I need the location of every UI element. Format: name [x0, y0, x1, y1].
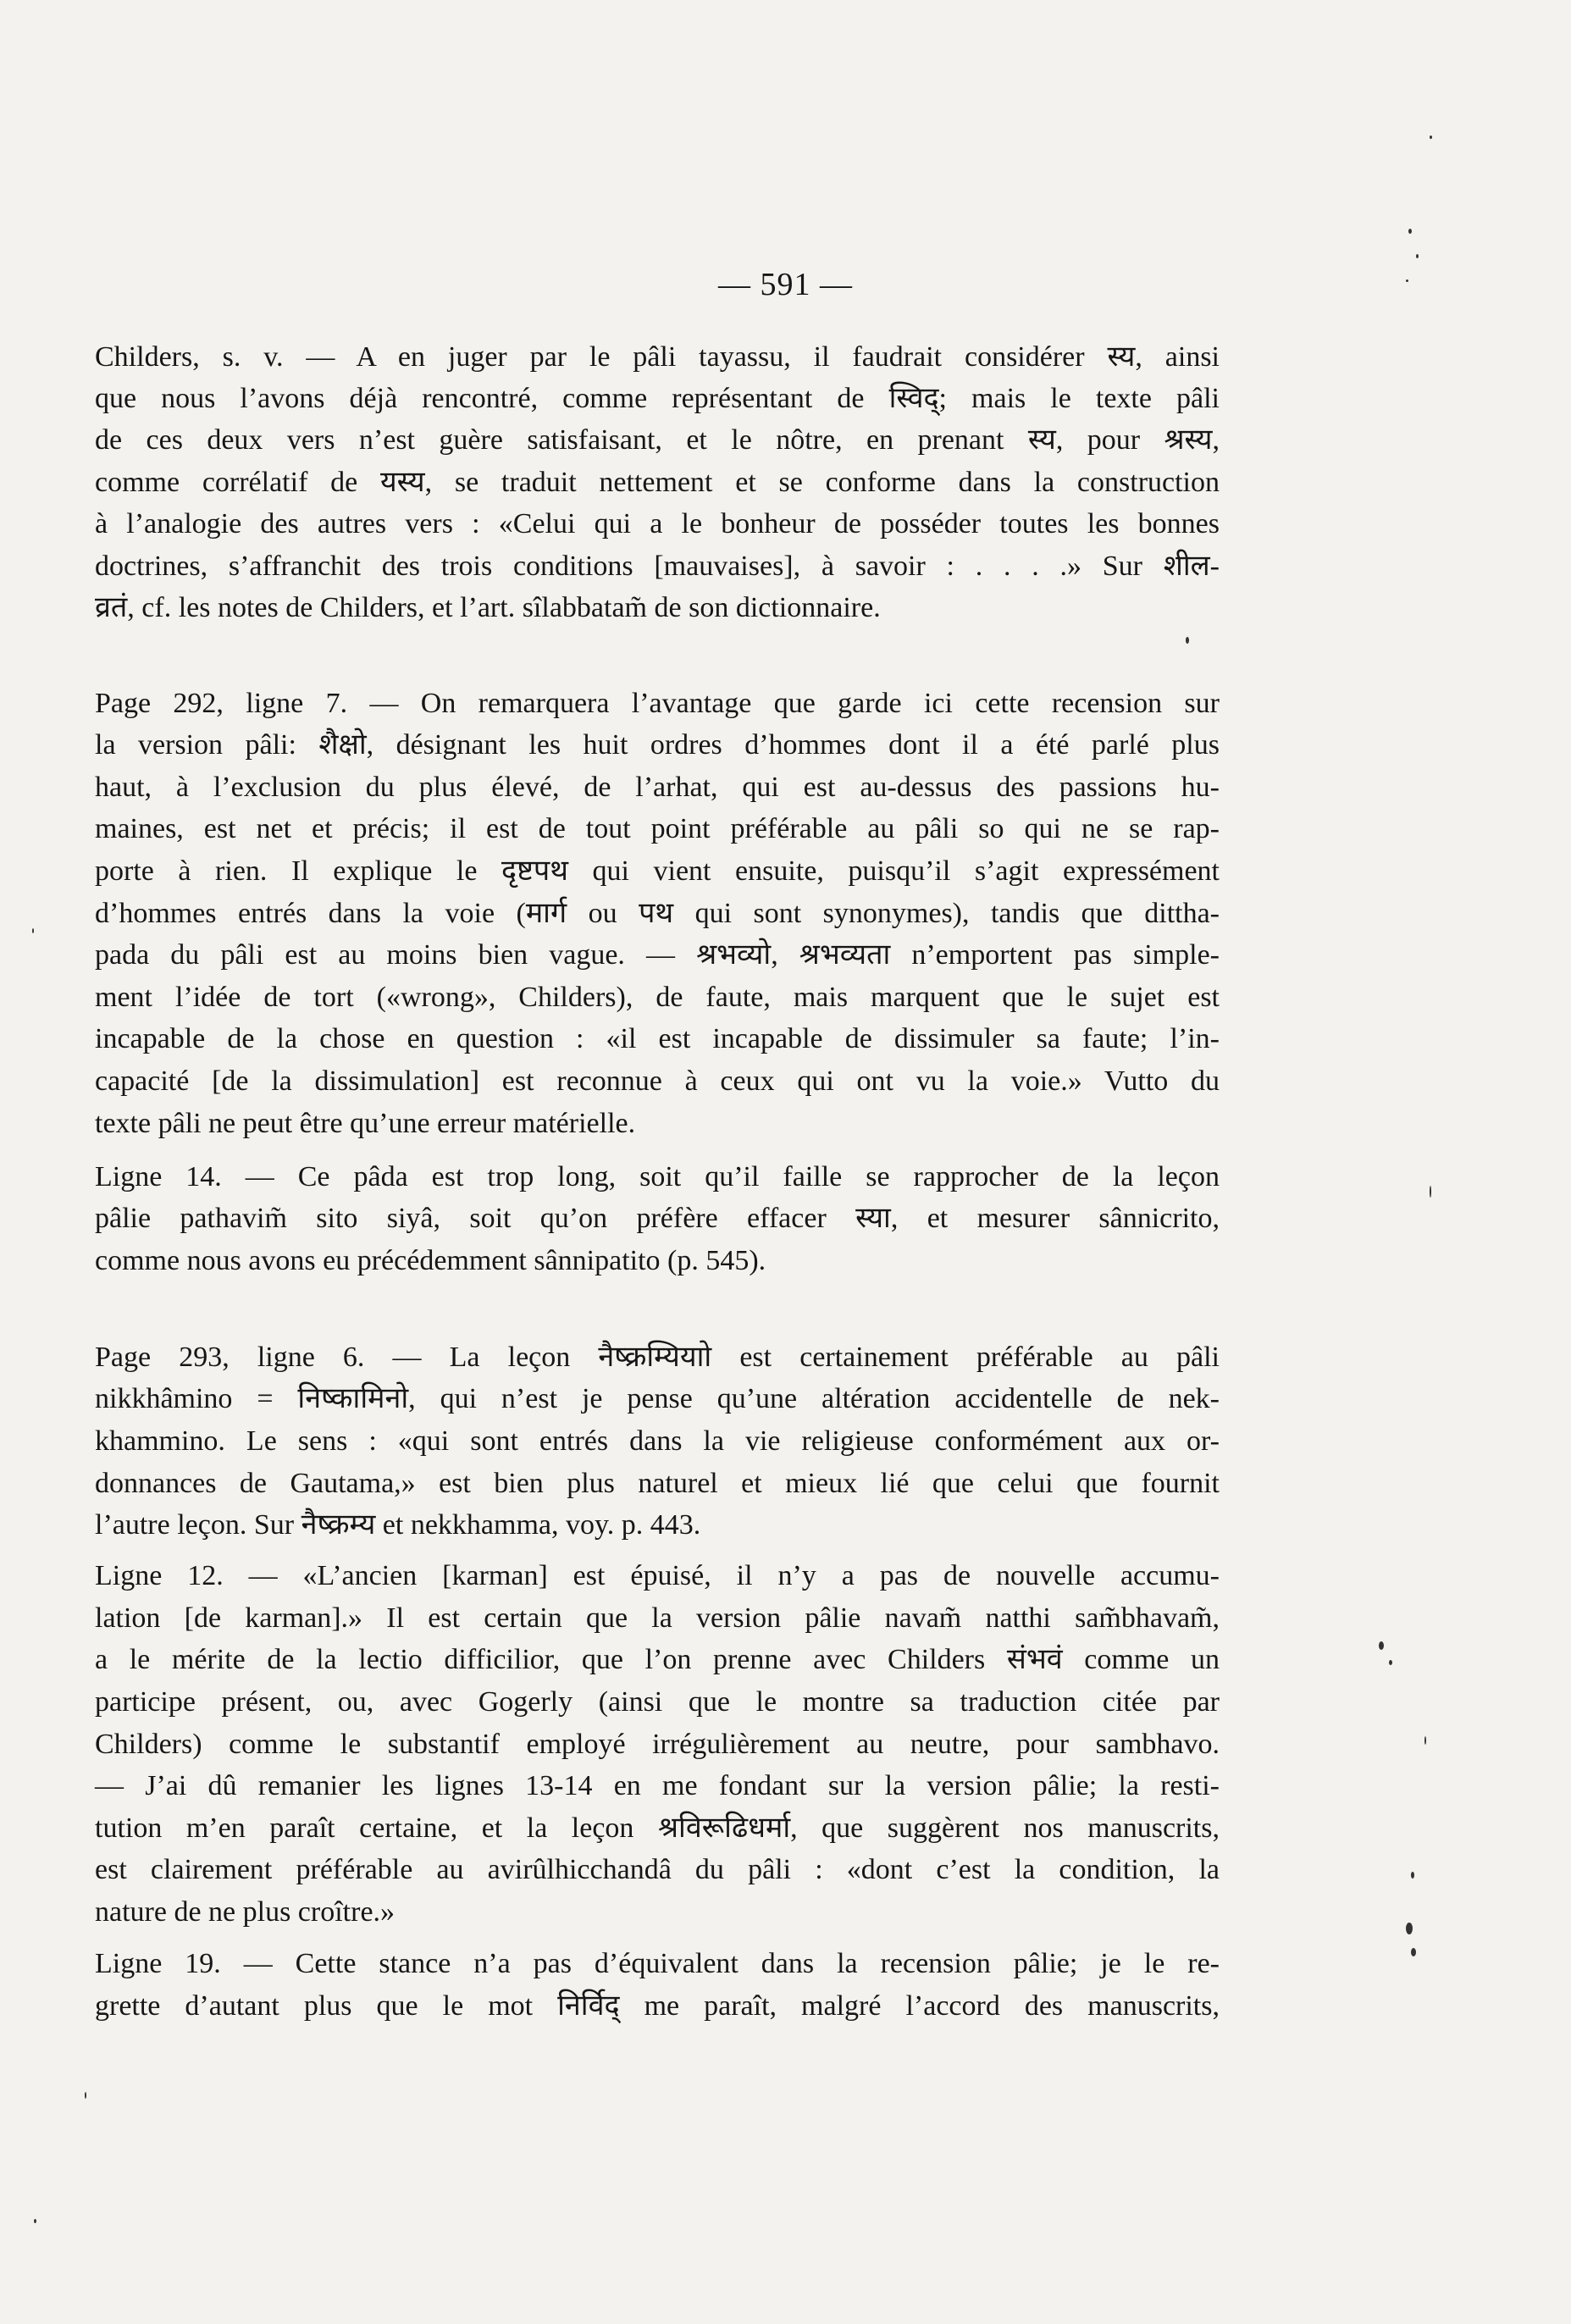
text-line: donnances de Gautama,» est bien plus naturel et mieux lié que celui que fournit	[95, 1468, 1220, 1499]
text-line: Childers, s. v. — A en juger par le pâli tayassu, il faudrait considérer स्य, ainsi	[95, 341, 1220, 373]
text-line: texte pâli ne peut être qu’une erreur matérielle.	[95, 1108, 636, 1139]
text-line: pâlie pathavim̃ sito siyâ, soit qu’on préfère effacer स्या, et mesurer sânnicrito,	[95, 1203, 1220, 1234]
text-line: incapable de la chose en question : «il est incapable de dissimuler sa faute; l’in-	[95, 1023, 1220, 1054]
text-line: Ligne 12. — «L’ancien [karman] est épuisé, il n’y a pas de nouvelle accumu-	[95, 1560, 1220, 1591]
page-number: — 591 —	[718, 267, 853, 302]
text-line: nature de ne plus croître.»	[95, 1896, 396, 1928]
text-line: tution m’en paraît certaine, et la leçon श्रविरूढिधर्मा, que suggèrent nos manuscrits,	[95, 1812, 1220, 1844]
text-line: Ligne 19. — Cette stance n’a pas d’équivalent dans la recension pâlie; je le re-	[95, 1948, 1220, 1979]
scan-speck	[34, 2219, 36, 2223]
scan-speck	[1430, 1186, 1431, 1198]
text-line: l’autre leçon. Sur नैष्क्रम्य et nekkhamma, voy. p. 443.	[95, 1509, 701, 1541]
text-line: à l’analogie des autres vers : «Celui qui a le bonheur de posséder toutes les bonnes	[95, 508, 1220, 540]
text-line: la version pâli: शैक्षो, désignant les huit ordres d’hommes dont il a été parlé plus	[95, 729, 1220, 761]
text-line: que nous l’avons déjà rencontré, comme représentant de स्विद्; mais le texte pâli	[95, 383, 1220, 414]
text-line: Ligne 14. — Ce pâda est trop long, soit qu’il faille se rapprocher de la leçon	[95, 1161, 1220, 1192]
text-line: व्रतं, cf. les notes de Childers, et l’art. sîlabbatam̃ de son dictionnaire.	[95, 592, 881, 623]
scan-speck	[1430, 136, 1432, 139]
scan-speck	[1406, 279, 1408, 282]
text-line: doctrines, s’affranchit des trois conditions [mauvaises], à savoir : . . . .» Sur शील-	[95, 551, 1220, 582]
text-line: porte à rien. Il explique le दृष्टपथ qui vient ensuite, puisqu’il s’agit expressément	[95, 855, 1220, 887]
scan-speck	[1379, 1641, 1384, 1650]
text-line: capacité [de la dissimulation] est reconnue à ceux qui ont vu la voie.» Vutto du	[95, 1065, 1220, 1097]
text-line: pada du pâli est au moins bien vague. — श्रभव्यो, श्रभव्यता n’emportent pas simple-	[95, 939, 1220, 971]
text-line: — J’ai dû remanier les lignes 13-14 en me fondant sur la version pâlie; la resti-	[95, 1770, 1220, 1801]
scan-speck	[1186, 637, 1189, 644]
text-line: comme corrélatif de यस्य, se traduit nettement et se conforme dans la construction	[95, 467, 1220, 498]
scan-speck	[1424, 1736, 1426, 1745]
scan-speck	[1408, 229, 1412, 234]
text-line: a le mérite de la lectio difficilior, que l’on prenne avec Childers संभवं comme un	[95, 1644, 1220, 1675]
text-line: Page 292, ligne 7. — On remarquera l’avantage que garde ici cette recension sur	[95, 688, 1220, 719]
text-line: khammino. Le sens : «qui sont entrés dans la vie religieuse conformément aux or-	[95, 1425, 1220, 1457]
text-line: d’hommes entrés dans la voie (मार्ग ou पथ qui sont synonymes), tandis que dittha-	[95, 898, 1220, 929]
scan-speck	[1411, 1948, 1416, 1956]
scan-speck	[1416, 254, 1419, 258]
text-line: comme nous avons eu précédemment sânnipatito (p. 545).	[95, 1245, 766, 1276]
text-line: nikkhâmino = निष्कामिनो, qui n’est je pense qu’une altération accidentelle de nek-	[95, 1383, 1220, 1414]
scan-speck	[1389, 1660, 1392, 1665]
text-line: participe présent, ou, avec Gogerly (ainsi que le montre sa traduction citée par	[95, 1686, 1220, 1718]
text-line: ment l’idée de tort («wrong», Childers), de faute, mais marquent que le sujet est	[95, 982, 1220, 1013]
scan-speck	[85, 2092, 86, 2099]
scan-speck	[32, 928, 34, 933]
text-line: de ces deux vers n’est guère satisfaisant, et le nôtre, en prenant स्य, pour श्रस्य,	[95, 424, 1220, 456]
text-line: est clairement préférable au avirûlhicchandâ du pâli : «dont c’est la condition, la	[95, 1854, 1220, 1885]
text-line: haut, à l’exclusion du plus élevé, de l’arhat, qui est au-dessus des passions hu-	[95, 772, 1220, 803]
text-line: Childers) comme le substantif employé irrégulièrement au neutre, pour sambhavo.	[95, 1729, 1220, 1760]
scan-speck	[1406, 1923, 1413, 1934]
text-line: grette d’autant plus que le mot निर्विद् me paraît, malgré l’accord des manuscrits,	[95, 1990, 1220, 2022]
scan-speck	[1411, 1872, 1414, 1879]
text-line: lation [de karman].» Il est certain que la version pâlie navam̃ natthi sam̃bhavam̃,	[95, 1602, 1220, 1634]
text-line: Page 293, ligne 6. — La leçon नैष्क्रम्यियाो est certainement préférable au pâli	[95, 1342, 1220, 1373]
text-line: maines, est net et précis; il est de tout point préférable au pâli so qui ne se rap-	[95, 813, 1220, 844]
